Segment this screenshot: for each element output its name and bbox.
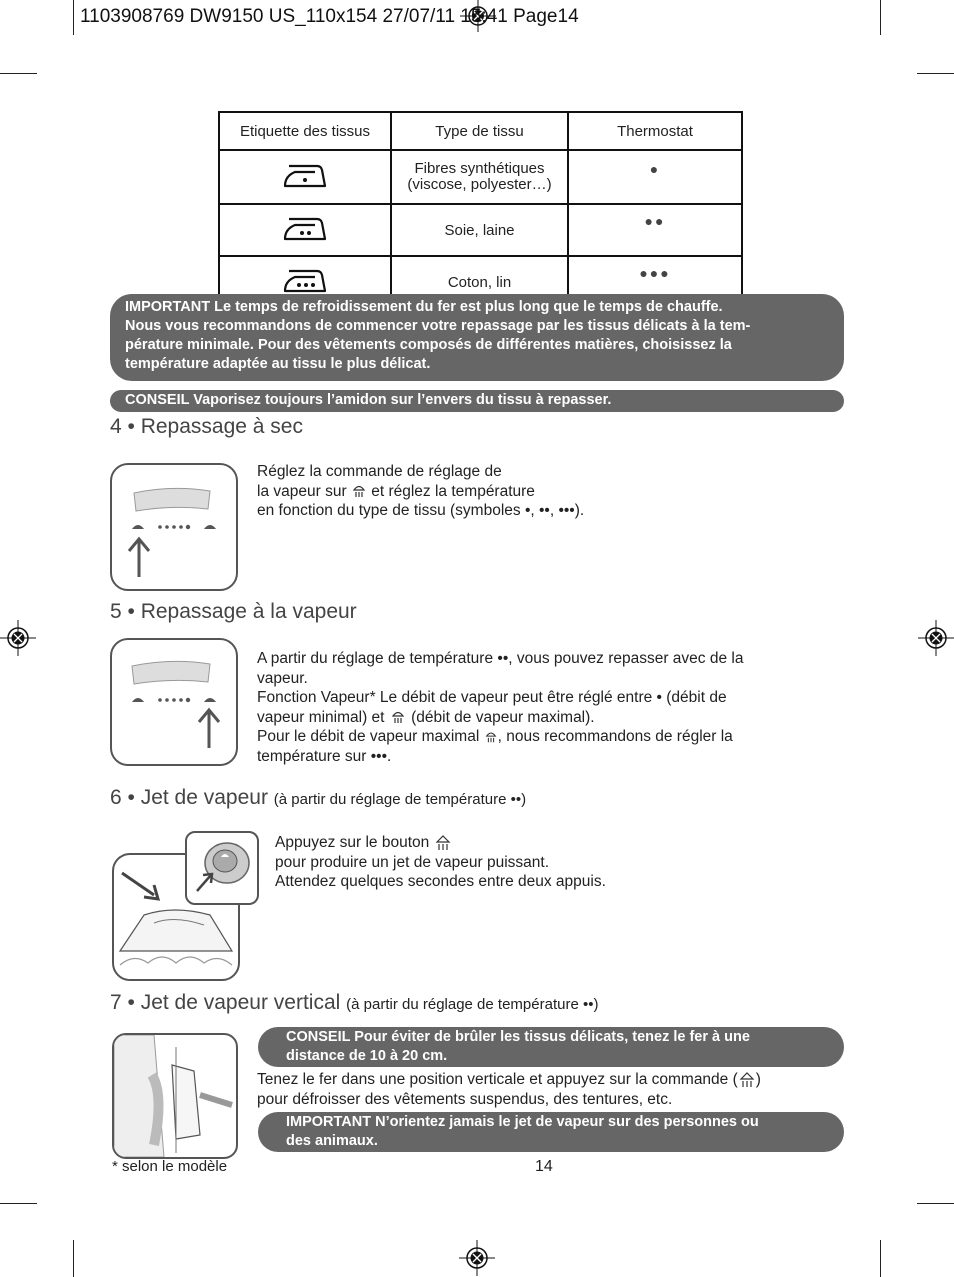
steam-icon [484, 729, 498, 745]
crop-mark [917, 73, 954, 74]
conseil-note [258, 1027, 844, 1067]
conseil-note [110, 390, 844, 412]
important-note [258, 1112, 844, 1152]
section-title-main: 6 • Jet de vapeur [110, 786, 268, 809]
conseil-text: distance de 10 à 20 cm. [286, 1048, 448, 1064]
dial-illustration [110, 463, 238, 591]
dial-illustration [110, 638, 238, 766]
table-cell [568, 204, 742, 256]
print-header: 1103908769 DW9150 US_110x154 27/07/11 15:41 Page14 [80, 6, 579, 27]
text-line: Attendez quelques secondes entre deux appuis. [275, 873, 606, 890]
text-line: pour produire un jet de vapeur puissant. [275, 853, 550, 871]
crop-mark [0, 1203, 37, 1204]
table-cell [568, 150, 742, 204]
crop-mark [0, 73, 37, 74]
section-text [257, 462, 837, 521]
important-text: N’orientez jamais le jet de vapeur sur des personnes ou [371, 1114, 759, 1130]
text-line: Tenez le fer dans une position verticale et appuyez sur la commande ( [257, 1071, 738, 1088]
table-row [219, 204, 742, 256]
text-line: la vapeur sur [257, 482, 351, 500]
steam-dial-icon [112, 640, 236, 764]
steam-burst-icon [738, 1071, 756, 1089]
text-line: en fonction du type de tissu (symboles •, ••, •••). [257, 502, 585, 519]
table-row [219, 150, 742, 204]
registration-mark-icon [918, 620, 954, 656]
conseil-label: CONSEIL [125, 392, 190, 408]
fabric-type: (viscose, polyester…) [407, 176, 552, 193]
text-line: température sur •••. [257, 747, 392, 765]
iron-three-dots-icon [281, 265, 329, 295]
section-title [110, 991, 598, 1015]
text-line: Réglez la commande de réglage de [257, 463, 502, 480]
table-cell [219, 150, 391, 204]
section-text [275, 833, 835, 892]
steam-dial-icon [112, 465, 236, 589]
text-line: , nous recommandons de régler la [497, 728, 733, 745]
section-title [110, 786, 526, 810]
conseil-text: Vaporisez toujours l’amidon sur l’envers du tissu à repasser. [189, 392, 612, 408]
steam-button-icon [187, 833, 257, 903]
table-cell [219, 204, 391, 256]
steam-burst-icon [434, 834, 452, 852]
conseil-text: Pour éviter de brûler les tissus délicats, tenez le fer à une [350, 1029, 750, 1045]
important-label: IMPORTANT [286, 1114, 372, 1130]
text-line: ) [755, 1071, 761, 1088]
important-text: Le temps de refroidissement du fer est plus long que le temps de chauffe. [210, 299, 723, 315]
table-header: Type de tissu [391, 112, 568, 150]
crop-mark [880, 0, 881, 35]
table-cell [391, 150, 568, 204]
text-line: vapeur minimal) et [257, 708, 389, 726]
text-line: Appuyez sur le bouton [275, 834, 434, 851]
registration-mark-icon [0, 620, 36, 656]
important-text: des animaux. [286, 1133, 378, 1149]
section-title: 4 • Repassage à sec [110, 415, 303, 438]
text-line: Pour le débit de vapeur maximal [257, 728, 484, 745]
text-line: vapeur. [257, 669, 308, 687]
iron-one-dot-icon [281, 160, 329, 190]
section-text [257, 649, 837, 766]
thermostat-dots: ●●● [639, 265, 671, 281]
fabric-type: Fibres synthétiques [414, 160, 545, 177]
crop-mark [880, 1240, 881, 1277]
important-text: pérature minimale. Pour des vêtements composés de différentes matières, choisissez la [125, 337, 732, 353]
footnote: * selon le modèle [112, 1158, 228, 1175]
text-line: A partir du réglage de température ••, vous pouvez repasser avec de la [257, 650, 744, 667]
vertical-steam-illustration [112, 1033, 238, 1159]
important-note [110, 294, 844, 381]
fabric-type: Coton, lin [447, 273, 512, 291]
important-text: température adaptée au tissu le plus délicat. [125, 356, 431, 372]
text-line: (débit de vapeur maximal). [406, 708, 595, 726]
steam-icon [389, 709, 407, 725]
table-header: Etiquette des tissus [219, 112, 391, 150]
table-cell [391, 204, 568, 256]
registration-mark-icon [459, 1240, 495, 1276]
steam-button-closeup [185, 831, 259, 905]
text-line: Fonction Vapeur* Le débit de vapeur peut être réglé entre • (débit de [257, 689, 727, 706]
table-header: Thermostat [568, 112, 742, 150]
steam-icon [351, 483, 367, 499]
crop-mark [917, 1203, 954, 1204]
thermostat-dots: ●● [644, 213, 666, 229]
text-line: et réglez la température [366, 482, 535, 500]
fabric-table [218, 111, 743, 309]
section-text [257, 1070, 847, 1109]
thermostat-dots: ● [649, 161, 661, 177]
fabric-type: Soie, laine [444, 221, 515, 239]
section-subtitle: (à partir du réglage de température ••) [346, 996, 599, 1013]
section-title: 5 • Repassage à la vapeur [110, 600, 357, 623]
important-text: Nous vous recommandons de commencer votre repassage par les tissus délicats à la tem- [125, 318, 751, 334]
conseil-label: CONSEIL [286, 1029, 351, 1045]
text-line: pour défroisser des vêtements suspendus, des tentures, etc. [257, 1090, 673, 1108]
hanging-garment-icon [114, 1035, 236, 1157]
crop-mark [73, 0, 74, 35]
page-number: 14 [535, 1158, 553, 1175]
important-label: IMPORTANT [125, 299, 211, 315]
iron-two-dots-icon [281, 213, 329, 243]
crop-mark [73, 1240, 74, 1277]
section-subtitle: (à partir du réglage de température ••) [273, 791, 527, 808]
section-title-main: 7 • Jet de vapeur vertical [110, 991, 341, 1014]
